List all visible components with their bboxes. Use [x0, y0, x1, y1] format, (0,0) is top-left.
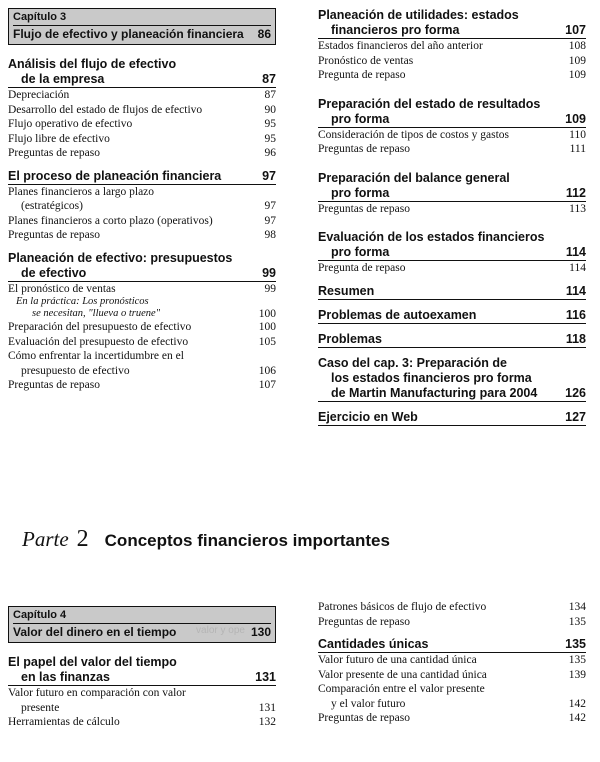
section-patrones — [318, 600, 586, 629]
section-web — [318, 410, 586, 426]
toc-column-left — [8, 8, 276, 401]
toc-entry-cont[interactable] — [8, 701, 276, 716]
section-heading-line2 — [318, 112, 586, 128]
section-heading[interactable] — [318, 230, 586, 261]
entry-title: Comparación entre el valor presente — [318, 683, 485, 695]
entry-title: Valor futuro en comparación con valor — [8, 687, 186, 699]
entry-title: Flujo libre de efectivo — [8, 132, 110, 145]
entry-page: 95 — [264, 132, 276, 145]
chapter-title[interactable]: Valor del dinero en el tiempo — [13, 625, 177, 639]
section-papel-valor — [8, 655, 276, 730]
entry-page: 109 — [568, 69, 586, 81]
toc-entry[interactable] — [8, 103, 276, 118]
entry-title: presente — [21, 701, 60, 714]
section-heading-text: Cantidades únicas — [318, 637, 429, 651]
chapter-title-row — [13, 25, 271, 41]
entry-page: 132 — [258, 716, 276, 728]
section-heading[interactable] — [318, 308, 586, 324]
entry-page: 97 — [264, 214, 276, 227]
entry-page: 100 — [258, 308, 276, 320]
entry-title: Preguntas de repaso — [8, 379, 100, 391]
toc-entry[interactable] — [8, 335, 276, 350]
section-heading-text: pro forma — [331, 185, 390, 200]
toc-entry-cont[interactable] — [318, 697, 586, 712]
section-cantidades-unicas — [318, 637, 586, 726]
chapter-title[interactable]: Flujo de efectivo y planeación financiera — [13, 27, 244, 41]
entry-title: Consideración de tipos de costos y gastos — [318, 128, 510, 141]
toc-entry[interactable] — [8, 146, 276, 161]
section-heading-line2 — [8, 670, 276, 686]
section-heading-line3 — [318, 386, 586, 402]
section-heading-text: pro forma — [331, 245, 390, 259]
toc-entry[interactable] — [8, 349, 276, 364]
entry-page: 108 — [568, 40, 586, 52]
toc-entry[interactable] — [318, 668, 586, 683]
entry-title: Pregunta de repaso — [318, 262, 406, 274]
section-page: 107 — [565, 23, 586, 37]
entry-page: 142 — [568, 697, 586, 710]
section-page: 97 — [262, 168, 276, 183]
section-heading-line1: El papel del valor del tiempo — [8, 655, 177, 669]
toc-entry[interactable] — [8, 686, 276, 701]
section-page: 99 — [262, 265, 276, 280]
entry-page: 135 — [568, 615, 586, 628]
entry-title: Flujo operativo de efectivo — [8, 118, 133, 130]
feature-note-cont[interactable] — [8, 308, 276, 320]
section-analisis — [8, 57, 276, 161]
entry-page: 114 — [569, 262, 586, 274]
entry-page: 134 — [568, 601, 586, 613]
toc-entry[interactable] — [8, 282, 276, 297]
part-number: 2 — [76, 526, 89, 552]
toc-entry[interactable] — [318, 615, 586, 630]
entry-title: Preguntas de repaso — [8, 229, 100, 241]
section-heading-line2: los estados financieros pro forma — [331, 370, 532, 385]
section-page: 126 — [565, 385, 586, 400]
section-heading[interactable] — [318, 410, 586, 426]
section-heading-line2 — [318, 23, 586, 39]
entry-title: Planes financieros a largo plazo — [8, 185, 155, 198]
entry-page: 95 — [264, 118, 276, 130]
section-planeacion-efectivo — [8, 251, 276, 393]
entry-title: Herramientas de cálculo — [8, 716, 120, 728]
section-heading-line2 — [318, 186, 586, 202]
part-title[interactable]: Conceptos financieros importantes — [104, 531, 390, 550]
entry-page: 100 — [258, 321, 276, 333]
chapter-label: Capítulo 3 — [13, 11, 67, 23]
toc-entry[interactable] — [8, 117, 276, 132]
toc-column-right — [318, 8, 586, 434]
section-heading[interactable] — [318, 97, 586, 128]
entry-title: Pronóstico de ventas — [318, 54, 414, 67]
section-heading-text: financieros pro forma — [331, 23, 460, 37]
entry-title: y el valor futuro — [331, 697, 406, 710]
toc-entry[interactable] — [8, 185, 276, 200]
section-page: 127 — [565, 409, 586, 424]
section-heading-text: pro forma — [331, 111, 390, 126]
section-heading-line2 — [318, 245, 586, 261]
section-caso — [318, 356, 586, 402]
entry-title: El pronóstico de ventas — [8, 282, 116, 295]
chapter-4-header — [8, 606, 276, 643]
entry-title: Depreciación — [8, 89, 70, 101]
section-autoexamen — [318, 308, 586, 324]
toc-entry[interactable] — [318, 39, 586, 54]
toc-entry[interactable] — [318, 600, 586, 615]
section-heading-line2 — [8, 266, 276, 282]
section-heading-line1: Caso del cap. 3: Preparación de — [318, 355, 507, 370]
toc-entry[interactable] — [318, 68, 586, 83]
entry-title: Preguntas de repaso — [318, 615, 410, 628]
section-page: 135 — [565, 637, 586, 651]
section-heading-line2 — [8, 72, 276, 88]
entry-title: Valor presente de una cantidad única — [318, 668, 487, 681]
toc-entry[interactable] — [318, 653, 586, 668]
section-problemas — [318, 332, 586, 348]
entry-title: Pregunta de repaso — [318, 69, 406, 81]
section-heading-text: de efectivo — [21, 265, 87, 280]
entry-page: 90 — [264, 103, 276, 116]
entry-page: 142 — [568, 712, 586, 724]
section-page: 114 — [565, 245, 586, 259]
entry-title: (estratégicos) — [21, 200, 83, 212]
section-estado-resultados — [318, 97, 586, 157]
toc-entry[interactable] — [318, 128, 586, 143]
section-heading-text: Problemas — [318, 331, 382, 346]
toc-entry[interactable] — [318, 202, 586, 217]
section-heading-text: Problemas de autoexamen — [318, 307, 477, 322]
entry-title: Preguntas de repaso — [318, 202, 410, 215]
section-evaluacion-estados — [318, 230, 586, 276]
section-page: 109 — [565, 111, 586, 126]
chapter-page: 86 — [257, 27, 271, 41]
section-heading-text: Resumen — [318, 283, 375, 298]
entry-page: 99 — [264, 282, 276, 295]
entry-page: 131 — [258, 701, 276, 714]
section-heading-text: de la empresa — [21, 72, 105, 86]
toc-entry[interactable] — [8, 228, 276, 243]
toc-entry[interactable] — [8, 378, 276, 393]
section-heading[interactable] — [8, 251, 276, 282]
entry-page: 111 — [569, 143, 586, 155]
entry-page: 97 — [264, 200, 276, 212]
section-heading[interactable] — [318, 637, 586, 653]
toc-entry[interactable] — [318, 54, 586, 69]
section-page: 112 — [565, 185, 586, 200]
section-heading-line1: Preparación del balance general — [318, 170, 510, 185]
toc-entry[interactable] — [8, 132, 276, 147]
section-heading-text: Ejercicio en Web — [318, 409, 418, 424]
entry-page: 106 — [258, 364, 276, 377]
toc-entry[interactable] — [318, 711, 586, 726]
feature-note[interactable] — [8, 296, 276, 308]
section-proceso — [8, 169, 276, 243]
section-resumen — [318, 284, 586, 300]
toc-entry[interactable] — [8, 214, 276, 229]
entry-page: 96 — [264, 147, 276, 159]
note-line1: En la práctica: Los pronósticos — [16, 296, 149, 307]
entry-title: Preguntas de repaso — [318, 143, 410, 155]
section-heading[interactable] — [8, 655, 276, 686]
entry-title: Patrones básicos de flujo de efectivo — [318, 601, 487, 613]
entry-title: presupuesto de efectivo — [21, 364, 130, 377]
section-heading[interactable] — [318, 284, 586, 300]
entry-page: 113 — [569, 202, 586, 215]
entry-title: Estados financieros del año anterior — [318, 40, 483, 52]
entry-title: Valor futuro de una cantidad única — [318, 654, 477, 666]
entry-page: 135 — [568, 654, 586, 666]
entry-page: 139 — [568, 668, 586, 681]
section-utilidades — [318, 8, 586, 83]
toc-entry[interactable] — [8, 320, 276, 335]
toc-entry[interactable] — [318, 142, 586, 157]
section-page: 87 — [262, 72, 276, 86]
entry-title: Preparación del presupuesto de efectivo — [8, 321, 192, 333]
section-balance-general — [318, 171, 586, 217]
section-page: 118 — [565, 331, 586, 346]
entry-title: Planes financieros a corto plazo (operativos) — [8, 214, 213, 227]
toc-entry-cont[interactable] — [8, 199, 276, 214]
entry-page: 109 — [568, 54, 586, 67]
toc-entry-cont[interactable] — [8, 364, 276, 379]
section-heading[interactable] — [318, 332, 586, 348]
toc-column-bottom-left — [8, 606, 276, 738]
section-heading-text: El proceso de planeación financiera — [8, 168, 222, 183]
chapter-label: Capítulo 4 — [13, 609, 67, 621]
section-heading-line1: Análisis del flujo de efectivo — [8, 57, 177, 71]
section-heading[interactable] — [318, 171, 586, 202]
note-line2: se necesitan, "llueva o truene" — [32, 308, 161, 319]
section-page: 114 — [565, 283, 586, 298]
entry-page: 98 — [264, 229, 276, 241]
section-heading-text: de Martin Manufacturing para 2004 — [331, 385, 538, 400]
section-heading[interactable] — [8, 57, 276, 88]
toc-entry[interactable] — [318, 261, 586, 276]
toc-entry[interactable] — [8, 715, 276, 730]
part-word: Parte — [22, 527, 69, 551]
entry-page: 107 — [258, 379, 276, 391]
section-heading[interactable] — [318, 356, 586, 402]
chapter-page: 130 — [250, 625, 271, 639]
section-page: 116 — [565, 307, 586, 322]
section-heading[interactable] — [8, 169, 276, 185]
chapter-3-header — [8, 8, 276, 45]
toc-entry[interactable] — [318, 682, 586, 697]
section-heading-line1: Evaluación de los estados financieros — [318, 230, 545, 244]
entry-page: 105 — [258, 335, 276, 348]
section-heading-text: en las finanzas — [21, 670, 110, 684]
chapter-title-row — [13, 623, 271, 639]
section-heading-line1: Planeación de utilidades: estados — [318, 8, 519, 22]
section-heading[interactable] — [318, 8, 586, 39]
entry-page: 87 — [264, 89, 276, 101]
entry-page: 110 — [569, 128, 586, 141]
entry-title: Cómo enfrentar la incertidumbre en el — [8, 350, 184, 362]
entry-title: Desarrollo del estado de flujos de efectivo — [8, 103, 203, 116]
toc-column-bottom-right — [318, 600, 586, 734]
entry-title: Preguntas de repaso — [8, 147, 100, 159]
entry-title: Evaluación del presupuesto de efectivo — [8, 335, 189, 348]
section-heading-line1: Preparación del estado de resultados — [318, 96, 541, 111]
section-page: 131 — [255, 670, 276, 684]
part-heading — [22, 526, 582, 553]
section-heading-line1: Planeación de efectivo: presupuestos — [8, 250, 233, 265]
chapter-faint-text: valor y ope — [196, 625, 245, 636]
toc-entry[interactable] — [8, 88, 276, 103]
entry-title: Preguntas de repaso — [318, 712, 410, 724]
